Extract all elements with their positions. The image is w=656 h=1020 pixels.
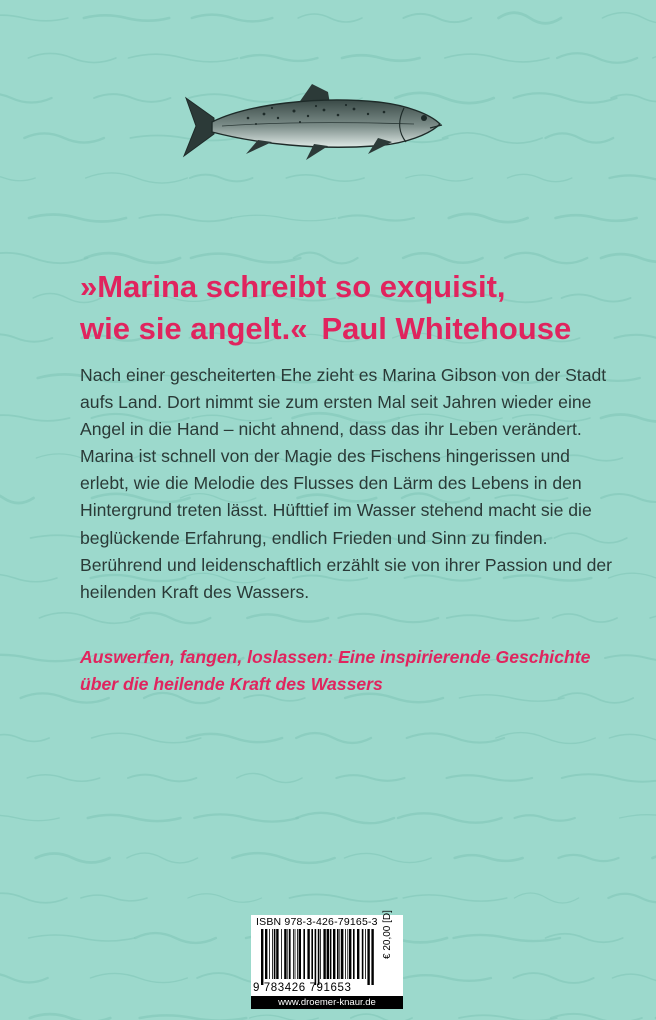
quote-attribution: Paul Whitehouse — [321, 311, 572, 346]
price-label: € 20,00 [D] — [382, 910, 393, 959]
quote-line-1: »Marina schreibt so exquisit, — [80, 269, 506, 304]
endorsement-quote — [80, 266, 600, 350]
publisher-url: www.droemer-knaur.de — [251, 996, 403, 1009]
barcode-digits: 9 783426 791653 — [253, 982, 352, 994]
tagline-line-2: über die heilende Kraft des Wassers — [80, 674, 383, 694]
tagline — [80, 644, 620, 698]
book-blurb: Nach einer gescheiterten Ehe zieht es Marina Gibson von der Stadt aufs Land. Dort nimmt sie zum ersten Mal seit Jahren wieder eine Angel in die Hand – nicht ahnend, dass das ihr Leben verändert. Marina ist schnell von der Magie des Fischens hingerissen und erlebt, wie die Melodie des Flusses den Lärm des Lebens in den Hintergrund treten lässt. Hüfttief im Wasser stehend macht sie die beglückende Erfahrung, endlich Frieden und Sinn zu finden. Berührend und leidenschaftlich erzählt sie von ihrer Passion und der heilenden Kraft des Wassers. — [80, 365, 613, 602]
isbn-label: ISBN 978-3-426-79165-3 — [256, 916, 378, 928]
salmon-illustration-icon — [178, 78, 446, 170]
quote-line-2: wie sie angelt.« — [80, 311, 308, 346]
barcode-block — [251, 910, 403, 1009]
tagline-line-1: Auswerfen, fangen, loslassen: Eine inspirierende Geschichte — [80, 647, 591, 667]
barcode-bars — [257, 929, 375, 985]
